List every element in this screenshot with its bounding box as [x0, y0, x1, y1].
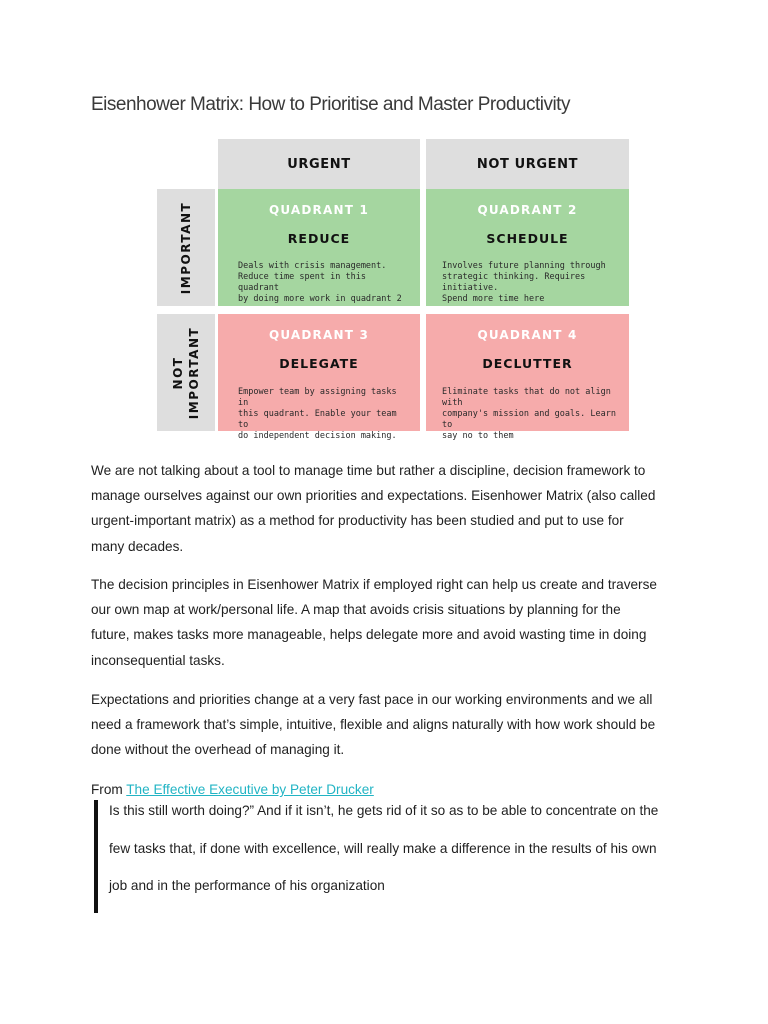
quadrant-1	[218, 189, 420, 306]
paragraph-line: our own map at work/personal life. A map that avoids crisis situations by planning for the	[91, 602, 621, 618]
quadrant-2-label: QUADRANT 2	[477, 203, 578, 217]
paragraph-line: inconsequential tasks.	[91, 652, 225, 668]
quadrant-4-desc-line: Eliminate tasks that do not align with	[442, 387, 611, 408]
quadrant-4-label: QUADRANT 4	[477, 328, 578, 342]
quadrant-1-desc-line: Reduce time spent in this quadrant	[238, 272, 366, 293]
quadrant-2-desc-line: strategic thinking. Requires initiative.	[442, 272, 586, 293]
quadrant-4-desc-line: say no to them	[442, 431, 514, 441]
quote-line-3: job and in the performance of his organization	[109, 878, 385, 893]
eisenhower-matrix	[157, 139, 629, 441]
quadrant-3-desc-line: Empower team by assigning tasks in	[238, 387, 397, 408]
quadrant-2-action: SCHEDULE	[486, 231, 569, 246]
urgent-column-header: URGENT	[218, 139, 420, 189]
quadrant-3-action: DELEGATE	[279, 356, 359, 371]
paragraph-1	[91, 458, 691, 559]
paragraph-line: urgent-important matrix) as a method for productivity has been studied and put to use for	[91, 513, 624, 529]
not-urgent-column-header: NOT URGENT	[426, 139, 629, 189]
document-title: Eisenhower Matrix: How to Prioritise and Master Productivity	[91, 94, 570, 115]
quadrant-4-action: DECLUTTER	[482, 356, 573, 371]
quadrant-2-description	[442, 261, 619, 305]
quote-line-1: Is this still worth doing?” And if it isn’t, he gets rid of it so as to be able to concentrate on the	[109, 803, 659, 818]
important-row-header	[157, 189, 215, 306]
quadrant-1-desc-line: by doing more work in quadrant 2	[238, 294, 402, 304]
paragraph-line: manage ourselves against our own priorities and expectations. Eisenhower Matrix (also called	[91, 488, 656, 504]
quadrant-1-action: REDUCE	[287, 231, 351, 246]
quadrant-2-desc-line: Involves future planning through	[442, 261, 606, 271]
quadrant-3-desc-line: do independent decision making.	[238, 431, 397, 441]
source-line	[91, 780, 374, 800]
not-important-row-label-line2: IMPORTANT	[187, 326, 201, 419]
not-important-row-label-line1: NOT	[171, 356, 185, 389]
blockquote-bar	[94, 800, 98, 913]
quadrant-3-label: QUADRANT 3	[268, 328, 370, 342]
quote-line-2: few tasks that, if done with excellence, will really make a difference in the results of his own	[109, 841, 657, 856]
paragraph-line: Expectations and priorities change at a very fast pace in our working environments and we all	[91, 692, 653, 707]
quadrant-4-desc-line: company's mission and goals. Learn to	[442, 409, 616, 430]
paragraph-line: need a framework that’s simple, intuitive, flexible and aligns naturally with how work should be	[91, 717, 656, 733]
quadrant-2	[426, 189, 629, 306]
paragraph-line: We are not talking about a tool to manage time but rather a discipline, decision framework to	[91, 463, 646, 478]
quadrant-2-desc-line: Spend more time here	[442, 294, 545, 304]
quadrant-1-label: QUADRANT 1	[268, 203, 370, 217]
paragraph-3	[91, 687, 691, 763]
quadrant-4	[426, 314, 629, 441]
not-important-row-header	[157, 314, 215, 431]
paragraph-2	[91, 572, 691, 673]
quadrant-1-description	[238, 261, 410, 305]
quadrant-3	[218, 314, 420, 441]
paragraph-line: The decision principles in Eisenhower Matrix if employed right can help us create and traverse	[91, 577, 657, 592]
quadrant-3-desc-line: this quadrant. Enable your team to	[238, 409, 397, 430]
source-link[interactable]: The Effective Executive by Peter Drucker	[126, 782, 374, 797]
paragraph-line: many decades.	[91, 538, 184, 554]
quadrant-4-description	[442, 387, 619, 442]
quadrant-1-desc-line: Deals with crisis management.	[238, 261, 387, 271]
quadrant-3-description	[238, 387, 410, 442]
paragraph-line: done without the overhead of managing it.	[91, 742, 345, 758]
important-row-label: IMPORTANT	[179, 201, 193, 294]
paragraph-line: future, makes tasks more manageable, helps delegate more and avoid wasting time in doing	[91, 627, 647, 643]
source-prefix: From	[91, 782, 123, 797]
